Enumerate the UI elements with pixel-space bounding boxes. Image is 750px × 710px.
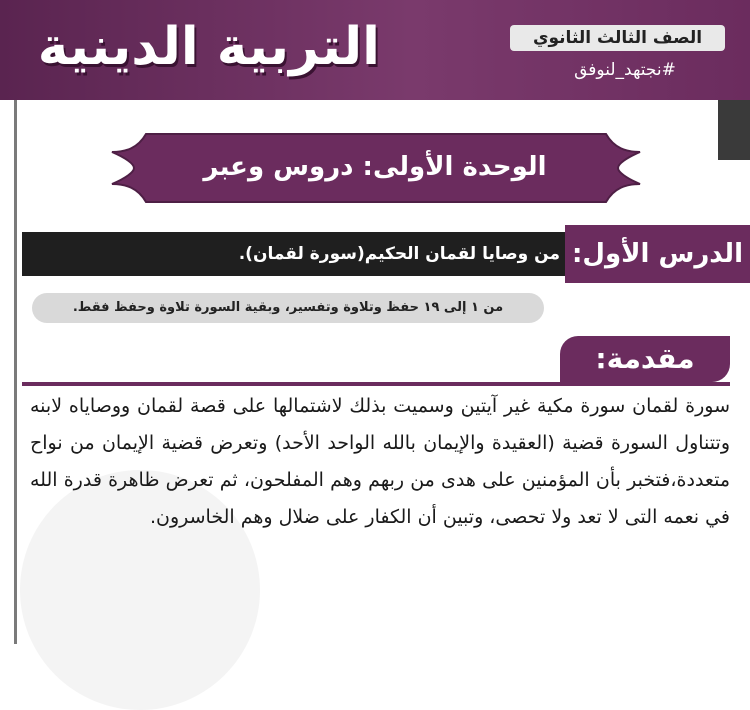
lesson-label: الدرس الأول:	[565, 225, 750, 283]
left-margin-line	[14, 100, 17, 644]
corner-decoration	[718, 100, 750, 160]
memorization-note: من ١ إلى ١٩ حفظ وتلاوة وتفسير، وبقية السورة تلاوة وحفظ فقط.	[32, 293, 544, 323]
lesson-title: من وصايا لقمان الحكيم(سورة لقمان).	[238, 244, 560, 264]
subject-title: التربية الدينية	[37, 17, 380, 77]
intro-heading: مقدمة:	[560, 336, 730, 382]
grade-badge: الصف الثالث الثانوي	[510, 25, 725, 51]
hashtag-text: #نجتهد_لنوفق	[574, 60, 676, 80]
intro-paragraph: سورة لقمان سورة مكية غير آيتين وسميت بذلك لاشتمالها على قصة لقمان ووصاياه لابنه وتتناول السورة قضية (العقيدة والإيمان بالله الواحد الأحد) وتعرض قضية الإيمان من نواح متعددة،فتخبر بأن المؤمنين على هدى من ربهم وهم المفلحون، ثم تعرض ظاهرة قدرة الله في نعمه التى لا تعد ولا تحصى، وتبين أن الكفار على ضلال وهم الخاسرون.	[30, 395, 730, 528]
unit-title: الوحدة الأولى: دروس وعبر	[203, 152, 547, 182]
intro-underline	[22, 382, 730, 386]
